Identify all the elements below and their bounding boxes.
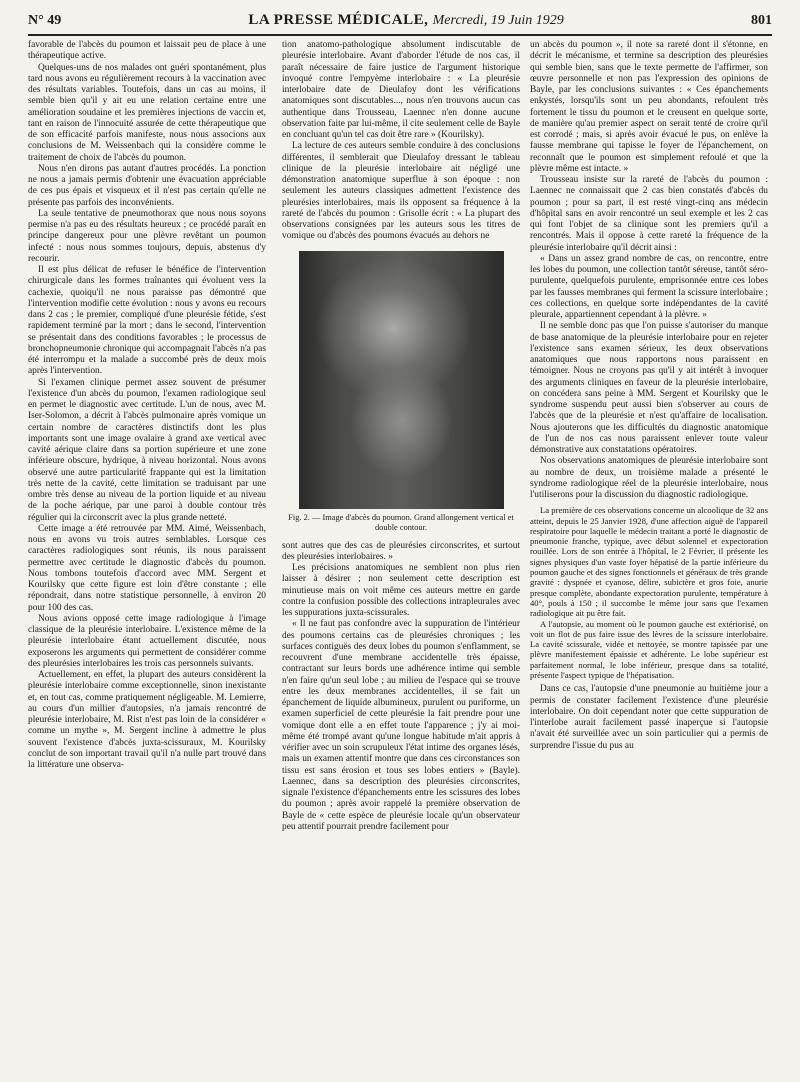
paragraph: Actuellement, en effet, la plupart des auteurs considèrent la pleurésie interlobaire comme exceptionnelle, sinon inexistante et, en tout cas, comme pratiquement négligeable. M. Lemierre, au cours d'un millier d'autopsies, n'a jamais rencontré de pleurésie interlobaire, M. Rist n'est pas loin de la considérer « comme un mythe », M. Sergent incline à admettre le plus souvent l'existence d'abcès juxta-scissuraux, M. Kourilsky conclut de son important travail qu'il n'a nulle part trouvé dans la littérature une observa-: [28, 670, 266, 770]
paragraph: favorable de l'abcès du poumon et laissait peu de place à une thérapeutique active.: [28, 40, 266, 62]
journal-name: LA PRESSE MÉDICALE,: [248, 12, 429, 28]
page-header: [28, 12, 772, 36]
paragraph: « Il ne faut pas confondre avec la suppuration de l'intérieur des poumons certains cas de pleurésies chroniques ; les surfaces contiguës des deux lobes du poumon s'enflamment, se recouvrent d'une membrane accidentelle très épaisse, contractant sur leurs bords une adhérence intime qui semble n'en faire qu'un seul lobe ; au milieu de l'espace qui se trouve entre les deux membranes accidentelles, il se fait un épanchement de liquide albumineux, purulent ou puriforme, un examen superficiel de cette pleurésie la fait prendre pour une vomique dont elle a en effet toute l'apparence ; j'y ai moi-même été trompé avant qu'une longue habitude m'ait appris à vérifier avec un soin scrupuleux l'état intime des organes lésés, mais un examen attentif montre que dans ces circonstances son tissu est sans érosion et tous ses lobes entiers » (Bayle). Laennec, dans sa description des pleurésies circonscrites, signale l'existence d'épanchements entre les scissures des lobes du poumon ; après avoir rappelé la première observation de Bayle de « cette espèce de pleurésie locale qu'un observateur peu attentif pourrait prendre facilement pour: [282, 619, 520, 832]
paragraph: La lecture de ces auteurs semble conduire à des conclusions différentes, il semblerait que Dieulafoy dressant le tableau clinique de la pleurésie interlobaire ait négligé une démonstration anatomique superflue à son époque : non seulement les auteurs classiques admettent l'existence des pleurésies interlobaires, mais ils opposent sa fréquence à la rareté de l'abcès du poumon : Grisolle écrit : « La plupart des observations consignées par les auteurs sous les titres de vomique ou d'abcès des poumons évacués au dehors ne: [282, 141, 520, 242]
paragraph: Nos observations anatomiques de pleurésie interlobaire sont au nombre de deux, un troisième malade a présenté le syndrome radiologique réel de la pleurésie interlobaire, nous l'utiliserons pour la discussion du diagnostic radiologique.: [530, 456, 768, 500]
paragraph: Dans ce cas, l'autopsie d'une pneumonie au huitième jour a permis de constater facilement l'existence d'une pleurésie interlobaire. On doit cependant noter que cette suppuration de l'interlobe aurait facilement passé inaperçue si l'autopsie n'avait été surveillée avec un soin particulier qui a permis de surprendre l'issue du pus au: [530, 684, 768, 751]
case-report-paragraph: La première de ces observations concerne un alcoolique de 32 ans atteint, depuis le 25 Janvier 1928, d'une affection aiguë de l'appareil respiratoire pour laquelle le médecin traitant a porté le diagnostic de pneumonie franche, typique, avec début solennel et expectoration rouillée. Lors de son entrée à l'hôpital, le 2 Février, il présente les signes physiques d'un vaste foyer hépatisé de la partie inférieure du poumon gauche et des signes fonctionnels et généraux de très grande gravité : dyspnée et cyanose, délire, subictère et gros foie, anurie presque complète, abondante expectoration purulente, température à 40°, pouls à 150 ; il succombe le même jour sans que l'examen radiologique ait pu être fait.: [530, 505, 768, 619]
paragraph: Il ne semble donc pas que l'on puisse s'autoriser du manque de base anatomique de la pleurésie interlobaire pour en rejeter l'existence sans examen sérieux, les deux observations anatomiques que nous rapportons nous paraissent en témoigner. Nous ne croyons pas qu'il y ait intérêt à invoquer des arguments cliniques en faveur de la pleurésie interlobaire, on concédera sans peine à MM. Sergent et Kourilsky que le syndrome suspendu peut aussi bien s'observer au cours de l'abcès que de la pleurésie et n'est qu'affaire de localisation. Nous ajouterons que les difficultés du diagnostic anatomique de l'un de nos cas nous paraissent enlever toute valeur démonstrative aux constatations opératoires.: [530, 321, 768, 455]
figure-caption: Fig. 2. — Image d'abcès du poumon. Grand allongement vertical et double contour.: [288, 512, 514, 532]
paragraph: un abcès du poumon », il note sa rareté dont il s'étonne, en décrit le mécanisme, et termine sa description des pleurésies qui semble bien, sans que le texte permette de l'affirmer, son œuvre personnelle et non pas l'expression des opinions de Bayle, par les conclusions suivantes : « Ces épanchements enkystés, lorsqu'ils sont un peu abondants, refoulent très fortement le tissu du poumon et le creusent en quelque sorte, de manière qu'au premier aspect on serait tenté de croire qu'il est corrodé ; mais, si après avoir évacué le pus, on enlève la fausse membrane qui tapisse le foyer de l'épanchement, on reconnaît que le poumon est simplement refoulé et que la plèvre même est intacte. »: [530, 40, 768, 174]
paragraph: Nous n'en dirons pas autant d'autres procédés. La ponction ne nous a jamais permis d'obtenir une évacuation appréciable de ces pus épais et visqueux et il n'est pas certain qu'elle ne présente pas parfois des inconvénients.: [28, 163, 266, 208]
column-middle: [282, 40, 520, 1076]
paragraph: tion anatomo-pathologique absolument indiscutable de pleurésie interlobaire. Avant d'aborder l'étude de nos cas, il paraît nécessaire de faire justice de l'argument historique invoqué contre l'empyème interlobaire : « La pleurésie interlobaire date de Dieulafoy dont les vérifications anatomiques sont discutables..., nous n'en trouvons aucun cas authentique dans Trousseau, Laennec n'en donne aucune observation faite par lui-même, il cite seulement celle de Bayle en concluant qu'un tel cas doit être rare » (Kourilsky).: [282, 40, 520, 140]
paragraph: Les précisions anatomiques ne semblent non plus rien laisser à désirer ; non seulement cette description est minutieuse mais on voit même ces auteurs mettre en garde contre la confusion possible des collections intrapleurales avec les suppurations juxta-scissurales.: [282, 563, 520, 618]
issue-number: N° 49: [28, 13, 62, 28]
paragraph: sont autres que des cas de pleurésies circonscrites, et surtout des pleurésies interlobaires. »: [282, 540, 520, 562]
column-left: [28, 40, 266, 1076]
paragraph: Trousseau insiste sur la rareté de l'abcès du poumon : Laennec ne connaissait que 2 cas bien constatés d'abcès du poumon ; pour sa part, il est resté vingt-cinq ans médecin d'hôpital sans en avoir rencontré un seul exemple et les 2 cas qui font l'objet de sa clinique sont les premiers qu'il a rencontrés. Mais il oppose à cette rareté la fréquence de la pleurésie interlobaire qu'il décrit ainsi :: [530, 175, 768, 253]
radiograph-figure: [299, 251, 504, 509]
paragraph: La seule tentative de pneumothorax que nous nous soyons permise n'a pas eu des résultats heureux ; ce procédé paraît en principe dangereux pour une plèvre revêtant un poumon infecté : nous nous sommes toujours, depuis, abstenus d'y recourir.: [28, 208, 266, 264]
journal-title: [248, 12, 563, 29]
paragraph: Cette image a été retrouvée par MM. Aimé, Weissenbach, nous en avons vu trois autres semblables. Lorsque ces caractères radiologiques sont réunis, ils nous paraissent permettre avec certitude le diagnostic d'abcès du poumon. Nous tombons toutefois d'accord avec MM. Sergent et Kourilsky que cette figure est loin d'être constante ; elle répondrait, dans notre statistique personnelle, à environ 20 pour 100 des cas.: [28, 523, 266, 613]
paragraph: Quelques-uns de nos malades ont guéri spontanément, plus tard nous avons eu régulièrement recours à la vaccination avec des résultats variables. Toutefois, dans un cas au moins, il semble bien qu'il y ait eu une relation certaine entre une amélioration soudaine et les premières injections de vaccin et, tant en raison de l'innocuité assurée de cette thérapeutique que de son efficacité parfois manifeste, nous nous associons aux conclusions de M. Weissenbach qui la considère comme le traitement de choix de l'abcès du poumon.: [28, 62, 266, 163]
page-number: 801: [751, 13, 772, 28]
issue-date: Mercredi, 19 Juin 1929: [432, 13, 564, 28]
paragraph: Si l'examen clinique permet assez souvent de présumer l'existence d'un abcès du poumon, l'examen radiologique seul en permet le diagnostic avec certitude. L'un de nous, avec M. Iser-Solomon, a décrit à l'abcès pulmonaire après vomique un certain nombre de caractères distinctifs dont les plus importants sont une image ovalaire à grand axe vertical avec cavité aérique claire dans sa portion supérieure et une zone inférieure obscure, hydrique, à niveau horizontal. Nous avons observé une autre particularité frappante qui est la limitation très nette de la cavité, cette limitation se traduisant par une ombre très dense au niveau de la portion liquide et au niveau de la poche aérique, par une paroi à double contour très régulier qui la circonscrit avec la plus grande netteté.: [28, 377, 266, 523]
column-right: [530, 40, 768, 1076]
paragraph: Nous avions opposé cette image radiologique à l'image classique de la pleurésie interlobaire. L'existence même de la pleurésie interlobaire étant actuellement discutée, nous exposerons les arguments qui permettent de considérer comme des pleurésies interlobaires les trois cas personnels suivants.: [28, 613, 266, 669]
paragraph: Il est plus délicat de refuser le bénéfice de l'intervention chirurgicale dans les formes traînantes qui évoluent vers la cachexie, quoiqu'il ne nous paraisse pas démontré que l'intervention modifie cette évolution : nous y avons eu recours dans 2 cas ; le premier, compliqué d'une pleurésie fétide, s'est rapidement terminé par la mort ; dans le second, l'intervention se présentait dans des conditions favorables ; le processus de bronchopneumonie chronique qui accompagnait l'abcès n'a pas été interrompu et la malade a succombé près de deux mois après l'intervention.: [28, 265, 266, 377]
paragraph: « Dans un assez grand nombre de cas, on rencontre, entre les lobes du poumon, une collection tantôt séreuse, tantôt séro-purulente, quelquefois purulente, emprisonnée entre ces lobes par les fausses membranes qui ferment la scissure interlobaire ; ces collections, en quelque sorte indépendantes de la cavité pleurale, appartiennent cependant à la plèvre. »: [530, 253, 768, 320]
case-report-paragraph: A l'autopsie, au moment où le poumon gauche est extériorisé, on voit un flot de pus faire issue des lèvres de la scissure interlobaire. La cavité scissurale, vidée et nettoyée, se montre tapissée par une plèvre manifestement épaissie et adhérente. Le lobe supérieur est parfaitement normal, le lobe inférieur, presque dans sa totalité, présente l'aspect typique de l'hépatisation.: [530, 618, 768, 680]
